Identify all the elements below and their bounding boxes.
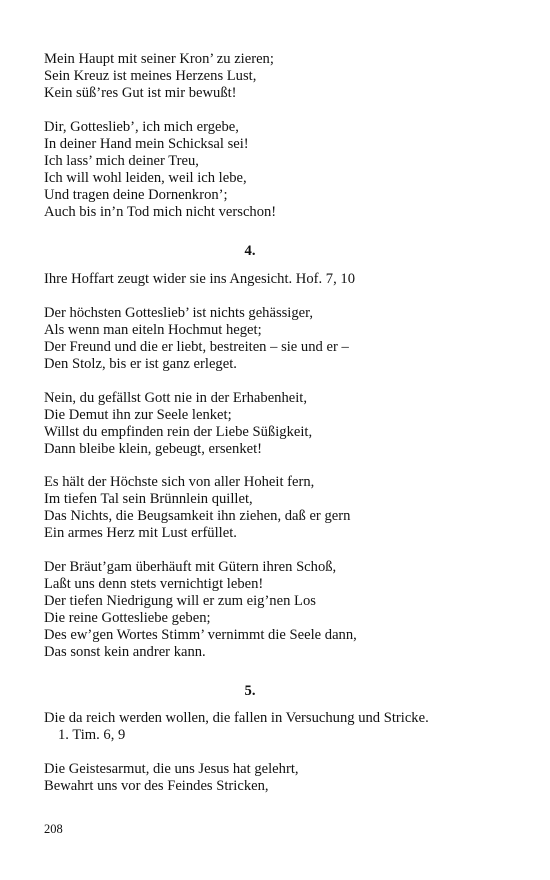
verse-line: Laßt uns denn stets vernichtigt leben!: [44, 576, 264, 592]
verse-line: Nein, du gefällst Gott nie in der Erhabenheit,: [44, 390, 308, 406]
epigraph: Die da reich werden wollen, die fallen in Versuchung und Stricke.: [44, 710, 429, 726]
verse-line: Ich will wohl leiden, weil ich lebe,: [44, 170, 247, 186]
verse-line: Ein armes Herz mit Lust erfüllet.: [44, 525, 237, 541]
verse-line: Bewahrt uns vor des Feindes Stricken,: [44, 778, 269, 794]
verse-line: Dann bleibe klein, gebeugt, ersenket!: [44, 441, 263, 457]
verse-line: Als wenn man eiteln Hochmut heget;: [44, 322, 262, 338]
verse-line: Mein Haupt mit seiner Kron’ zu zieren;: [44, 51, 274, 67]
verse-line: Des ew’gen Wortes Stimm’ vernimmt die Seele dann,: [44, 627, 357, 643]
verse-line: Willst du empfinden rein der Liebe Süßigkeit,: [44, 424, 313, 440]
epigraph: Ihre Hoffart zeugt wider sie ins Angesicht. Hof. 7, 10: [44, 271, 355, 287]
verse-line: Den Stolz, bis er ist ganz erleget.: [44, 356, 237, 372]
verse-line: Der Bräut’gam überhäuft mit Gütern ihren Schoß,: [44, 559, 337, 575]
verse-line: Sein Kreuz ist meines Herzens Lust,: [44, 68, 257, 84]
verse-line: Auch bis in’n Tod mich nicht verschon!: [44, 204, 277, 220]
section-number: 5.: [244, 683, 256, 699]
verse-line: Und tragen deine Dornenkron’;: [44, 187, 228, 203]
verse-line: Im tiefen Tal sein Brünnlein quillet,: [44, 491, 253, 507]
verse-line: Der höchsten Gotteslieb’ ist nichts gehässiger,: [44, 305, 314, 321]
verse-line: Kein süß’res Gut ist mir bewußt!: [44, 85, 237, 101]
verse-line: Die Geistesarmut, die uns Jesus hat gelehrt,: [44, 761, 299, 777]
section-number: 4.: [244, 243, 256, 259]
verse-line: Das sonst kein andrer kann.: [44, 644, 206, 660]
verse-line: Der tiefen Niedrigung will er zum eig’nen Los: [44, 593, 316, 609]
verse-line: Es hält der Höchste sich von aller Hoheit fern,: [44, 474, 315, 490]
verse-line: Der Freund und die er liebt, bestreiten – sie und er –: [44, 339, 349, 355]
epigraph-reference: 1. Tim. 6, 9: [58, 727, 126, 743]
verse-line: Das Nichts, die Beugsamkeit ihn ziehen, daß er gern: [44, 508, 351, 524]
verse-line: In deiner Hand mein Schicksal sei!: [44, 136, 249, 152]
verse-line: Ich lass’ mich deiner Treu,: [44, 153, 199, 169]
verse-line: Die reine Gottesliebe geben;: [44, 610, 211, 626]
verse-line: Dir, Gotteslieb’, ich mich ergebe,: [44, 119, 239, 135]
verse-line: Die Demut ihn zur Seele lenket;: [44, 407, 232, 423]
page-number: 208: [44, 822, 63, 836]
